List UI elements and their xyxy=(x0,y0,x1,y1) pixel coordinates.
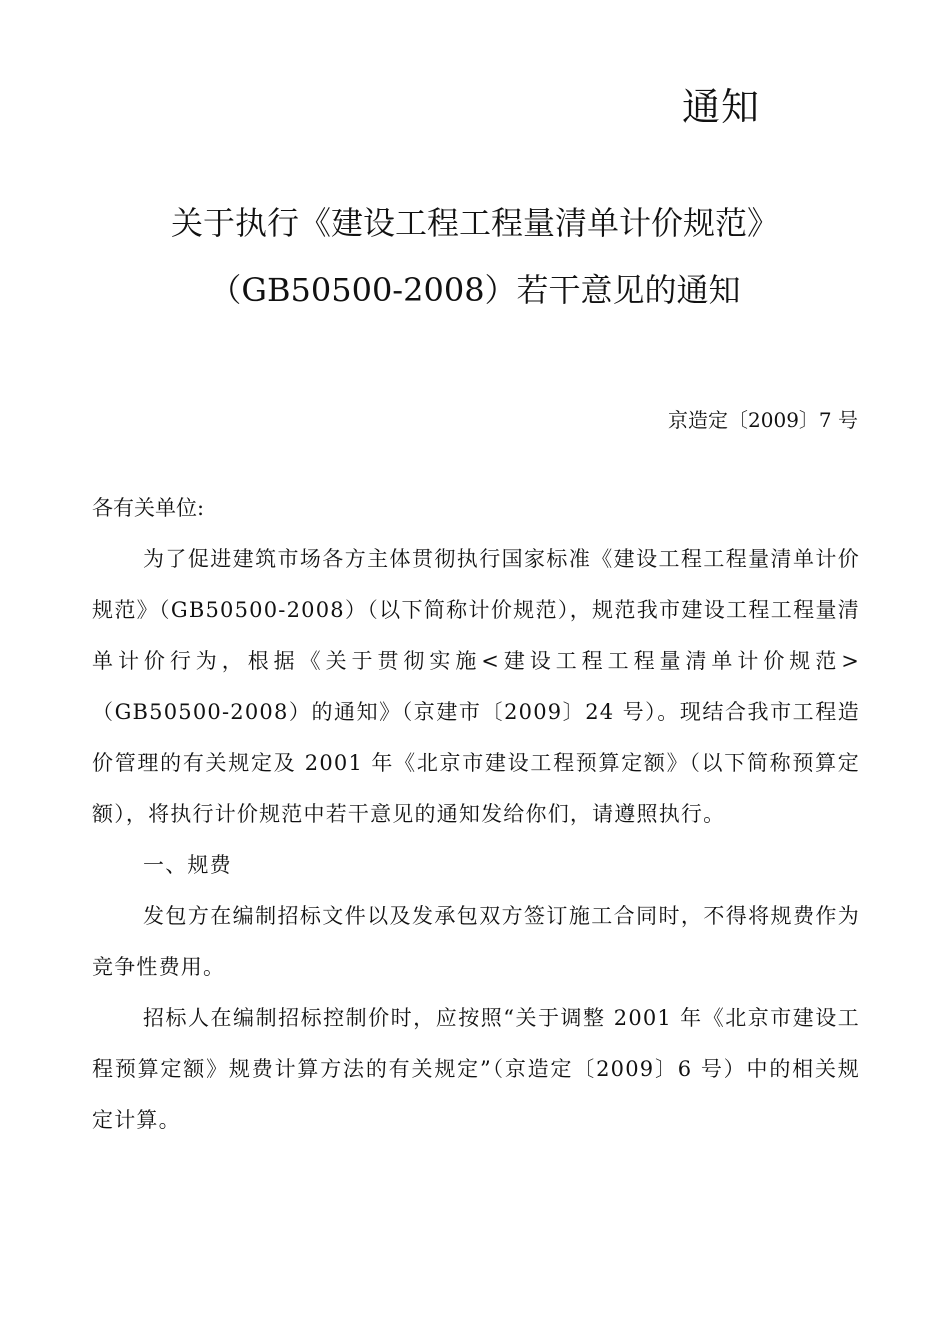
document-body xyxy=(92,482,860,1146)
document-title-line-1: 关于执行《建设工程工程量清单计价规范》 xyxy=(170,204,779,242)
header-title: 通知 xyxy=(682,85,761,129)
intro-paragraph: 为了促进建筑市场各方主体贯彻执行国家标准《建设工程工程量清单计价规范》（GB50500-2008）（以下简称计价规范），规范我市建设工程工程量清单计价行为，根据《关于贯彻实施<建设工程工程量清单计价规范>（GB50500-2008）的通知》（京建市〔2009〕24 号）。现结合我市工程造价管理的有关规定及 2001 年《北京市建设工程预算定额》（以下简称预算定额），将执行计价规范中若干意见的通知发给你们，请遵照执行。 xyxy=(92,547,860,826)
section-heading-fees: 一、规费 xyxy=(143,853,232,877)
document-number: 京造定〔2009〕7 号 xyxy=(668,408,858,432)
section-paragraph: 发包方在编制招标文件以及发承包双方签订施工合同时，不得将规费作为竞争性费用。 xyxy=(92,904,860,979)
salutation: 各有关单位: xyxy=(92,496,205,520)
document-title-line-2: （GB50500-2008）若干意见的通知 xyxy=(209,271,741,309)
section-paragraph: 招标人在编制招标控制价时，应按照“关于调整 2001 年《北京市建设工程预算定额》规费计算方法的有关规定”（京造定〔2009〕6 号）中的相关规定计算。 xyxy=(92,1006,860,1132)
